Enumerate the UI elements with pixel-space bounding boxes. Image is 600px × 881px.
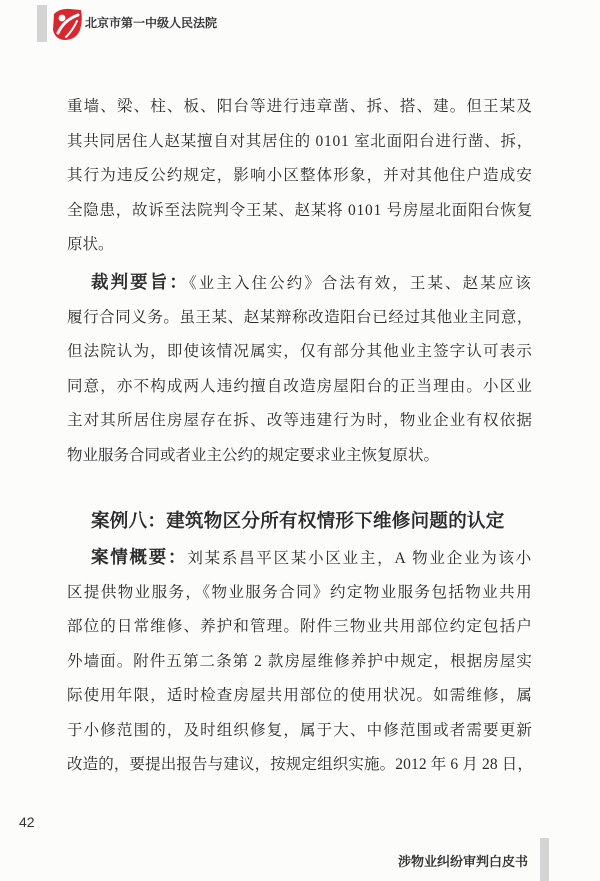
body-line: 案情概要：刘某系昌平区某小区业主，A 物业企业为该小 bbox=[91, 548, 534, 568]
footer-decorative-bar bbox=[540, 838, 549, 881]
body-line: 重墙、梁、柱、板、阳台等进行违章凿、拆、搭、建。但王某及 bbox=[67, 98, 533, 115]
body-line: 裁判要旨：《业主入住公约》合法有效，王某、赵某应该 bbox=[91, 273, 533, 293]
body-line: 其共同居住人赵某擅自对其居住的 0101 室北面阳台进行凿、拆， bbox=[67, 132, 533, 150]
body-line: 原状。 bbox=[67, 236, 114, 253]
body-line: 部位的日常维修、养护和管理。附件三物业共用部位约定包括户 bbox=[67, 618, 533, 635]
case-heading: 案例八：建筑物区分所有权情形下维修问题的认定 bbox=[91, 511, 505, 532]
page-number: 42 bbox=[19, 814, 35, 830]
book-title: 涉物业纠纷审判白皮书 bbox=[398, 855, 529, 870]
body-line: 于小修范围的，及时组织修复，属于大、中修范围或者需要更新 bbox=[67, 721, 533, 739]
body-line: 改造的，要提出报告与建议，按规定组织实施。2012 年 6 月 28 日， bbox=[67, 756, 533, 773]
ruling-summary-label: 裁判要旨： bbox=[91, 273, 189, 293]
body-line: 其行为违反公约规定，影响小区整体形象，并对其他住户造成安 bbox=[67, 167, 533, 184]
body-line: 但法院认为，即使该情况属实，仅有部分其他业主签字认可表示 bbox=[67, 343, 533, 360]
court-emblem-icon bbox=[50, 6, 84, 42]
case-summary-paragraph bbox=[67, 541, 533, 783]
court-name: 北京市第一中级人民法院 bbox=[85, 16, 218, 30]
ruling-summary-paragraph bbox=[67, 266, 533, 473]
body-line: 外墙面。附件五第二条第 2 款房屋维修养护中规定，根据房屋实 bbox=[67, 652, 533, 670]
body-line: 全隐患，故诉至法院判令王某、赵某将 0101 号房屋北面阳台恢复 bbox=[67, 201, 533, 219]
body-line: 主对其所居住房屋存在拆、改等违建行为时，物业企业有权依据 bbox=[67, 412, 533, 429]
body-line: 履行合同义务。虽王某、赵某辩称改造阳台已经过其他业主同意， bbox=[67, 308, 533, 326]
body-line: 区提供物业服务，《物业服务合同》约定物业服务包括物业共用 bbox=[67, 583, 533, 601]
paragraph-continuation bbox=[67, 90, 533, 263]
body-line: 物业服务合同或者业主公约的规定要求业主恢复原状。 bbox=[67, 446, 440, 464]
case-heading-block bbox=[67, 505, 533, 540]
case-summary-label: 案情概要： bbox=[91, 548, 188, 568]
body-line: 际使用年限，适时检查房屋共用部位的使用状况。如需维修，属 bbox=[67, 687, 533, 704]
body-line: 同意，亦不构成两人违约擅自改造房屋阳台的正当理由。小区业 bbox=[67, 377, 533, 395]
header-decorative-bar bbox=[37, 5, 47, 42]
